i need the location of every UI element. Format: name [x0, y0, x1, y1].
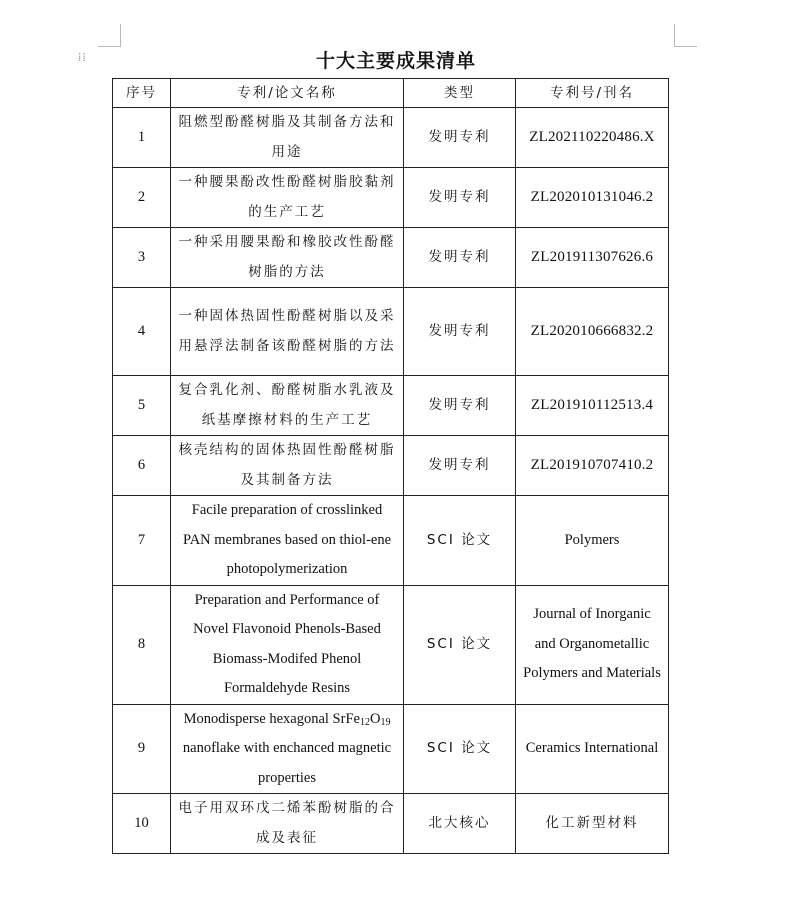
row-name: 一种固体热固性酚醛树脂以及采用悬浮法制备该酚醛树脂的方法 [171, 288, 404, 376]
row-num: 3 [113, 228, 171, 288]
subscript: 19 [380, 716, 391, 728]
row-num: 1 [113, 108, 171, 168]
table-header-row [113, 79, 669, 108]
row-id: ZL202010131046.2 [516, 168, 669, 228]
row-name: Preparation and Performance of Novel Flavonoid Phenols-Based Biomass-Modifed Phenol Formaldehyde Resins [171, 585, 404, 704]
row-type: SCI 论文 [404, 704, 516, 794]
row-num: 9 [113, 704, 171, 794]
row-num: 5 [113, 376, 171, 436]
header-type: 类型 [404, 79, 516, 108]
page-corner-mark-left [98, 24, 121, 47]
table-move-handle-icon[interactable]: ⁞⁞ [78, 50, 87, 64]
table-row [113, 436, 669, 496]
row-id: ZL201910112513.4 [516, 376, 669, 436]
row-num: 4 [113, 288, 171, 376]
row-type: 发明专利 [404, 228, 516, 288]
row-type: 发明专利 [404, 108, 516, 168]
row-type: 发明专利 [404, 376, 516, 436]
table-row [113, 288, 669, 376]
row-id: ZL201911307626.6 [516, 228, 669, 288]
row-id: ZL202010666832.2 [516, 288, 669, 376]
row-type: 发明专利 [404, 288, 516, 376]
row-num: 7 [113, 496, 171, 586]
table-row [113, 376, 669, 436]
table-row [113, 704, 669, 794]
row-name: 阻燃型酚醛树脂及其制备方法和用途 [171, 108, 404, 168]
page-title: 十大主要成果清单 [315, 50, 476, 72]
row-name: 一种腰果酚改性酚醛树脂胶黏剂的生产工艺 [171, 168, 404, 228]
row-name [171, 704, 404, 794]
row-name-part: O [369, 710, 381, 727]
table-row [113, 168, 669, 228]
row-type: SCI 论文 [404, 496, 516, 586]
row-id: ZL202110220486.X [516, 108, 669, 168]
row-name: 核壳结构的固体热固性酚醛树脂及其制备方法 [171, 436, 404, 496]
row-type: 发明专利 [404, 436, 516, 496]
row-num: 8 [113, 585, 171, 704]
header-id: 专利号/刊名 [516, 79, 669, 108]
row-name: 电子用双环戊二烯苯酚树脂的合成及表征 [171, 794, 404, 854]
header-name: 专利/论文名称 [171, 79, 404, 108]
subscript: 12 [359, 716, 370, 728]
achievements-table [112, 78, 669, 854]
row-name: 一种采用腰果酚和橡胶改性酚醛树脂的方法 [171, 228, 404, 288]
table-row [113, 108, 669, 168]
table-row [113, 794, 669, 854]
row-id: Journal of Inorganic and Organometallic Polymers and Materials [516, 585, 669, 704]
table-row [113, 585, 669, 704]
table-row [113, 496, 669, 586]
row-type: SCI 论文 [404, 585, 516, 704]
row-id: 化工新型材料 [516, 794, 669, 854]
row-name-part: Monodisperse hexagonal SrFe [183, 710, 360, 727]
row-id: ZL201910707410.2 [516, 436, 669, 496]
page-corner-mark-right [674, 24, 697, 47]
row-name-part: nanoflake with enchanced magnetic properties [182, 740, 392, 786]
row-type: 发明专利 [404, 168, 516, 228]
row-num: 6 [113, 436, 171, 496]
row-num: 10 [113, 794, 171, 854]
row-type: 北大核心 [404, 794, 516, 854]
row-id: Ceramics International [516, 704, 669, 794]
row-name: 复合乳化剂、酚醛树脂水乳液及纸基摩擦材料的生产工艺 [171, 376, 404, 436]
row-num: 2 [113, 168, 171, 228]
table-row [113, 228, 669, 288]
row-name: Facile preparation of crosslinked PAN membranes based on thiol-ene photopolymerization [171, 496, 404, 586]
row-id: Polymers [516, 496, 669, 586]
header-num: 序号 [113, 79, 171, 108]
